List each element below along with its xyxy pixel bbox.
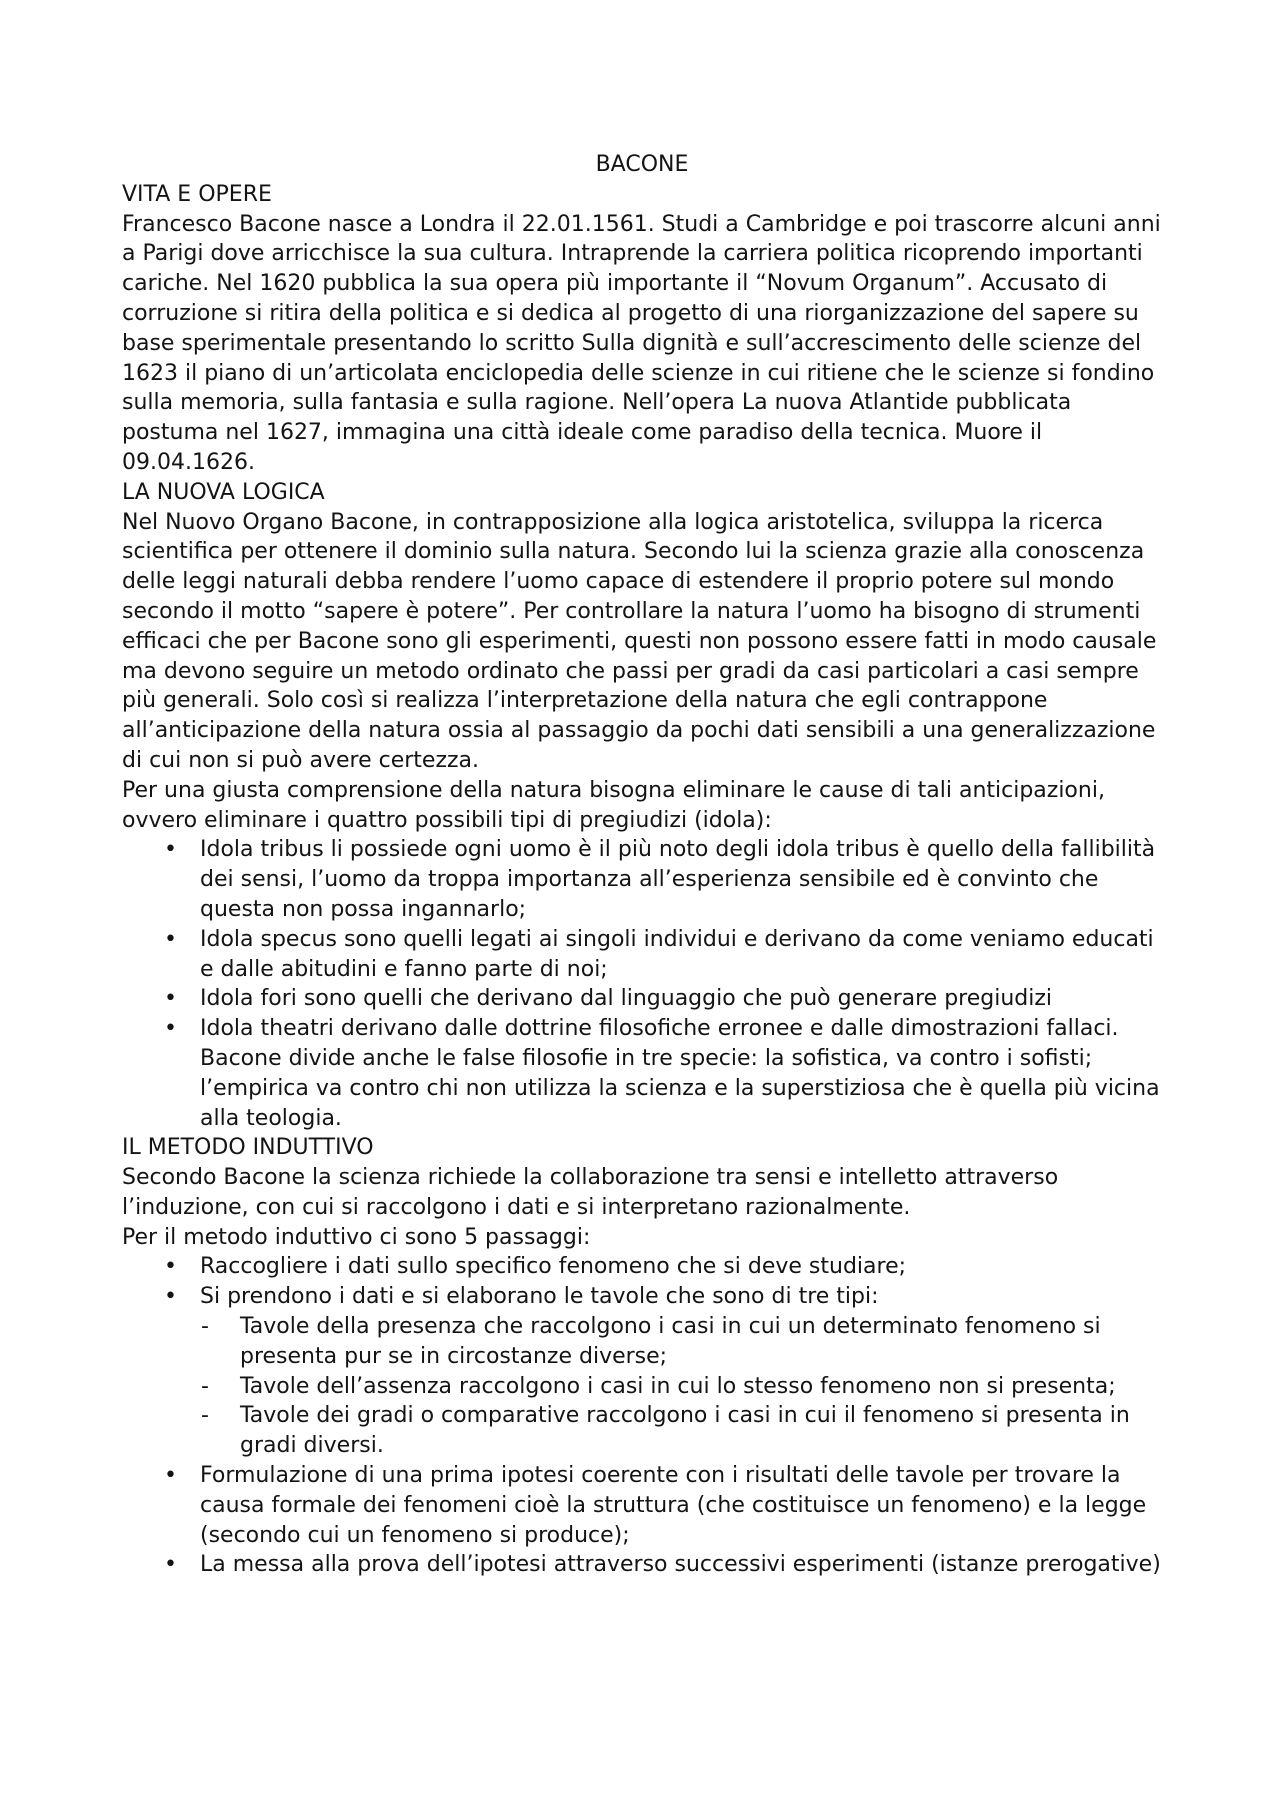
list-item-step-4: • La messa alla prova dell’ipotesi attraverso successivi esperimenti (istanze prerogative) [200, 1550, 1162, 1580]
section-heading-metodo: IL METODO INDUTTIVO [122, 1135, 374, 1161]
paragraph-vita: Francesco Bacone nasce a Londra il 22.01.1561. Studi a Cambridge e poi trascorre alcuni anni a Parigi dove arricchisce la sua cultura. Intraprende la carriera politica ricoprendo importanti cariche. Nel 1620 pubblica la sua opera più importante il “Novum Organum”. Accusato di corruzione si ritira della politica e si dedica al progetto di una riorganizzazione del sapere su base sperimentale presentando lo scritto Sulla dignità e sull’accrescimento delle scienze del 1623 il piano di un’articolata enciclopedia delle scienze in cui ritiene che le scienze si fondino sulla memoria, sulla fantasia e sulla ragione. Nell’opera La nuova Atlantide pubblicata postuma nel 1627, immagina una città ideale come paradiso della tecnica. Muore il 09.04.1626. [122, 211, 1161, 475]
document-title: BACONE [595, 152, 689, 177]
list-item-idola-theatri: • Idola theatri derivano dalle dottrine filosofiche erronee e dalle dimostrazioni fallaci. Bacone divide anche le false filosofie in tre specie: la sofistica, va contro i sofisti; l’empirica va contro chi non utilizza la scienza e la superstiziosa che è quella più vicina alla teologia. [200, 1014, 1162, 1133]
list-item-idola-fori: • Idola fori sono quelli che derivano dal linguaggio che può generare pregiudizi [200, 984, 1162, 1014]
section-heading-vita: VITA E OPERE [122, 181, 272, 207]
section-heading-logica: LA NUOVA LOGICA [122, 479, 325, 505]
paragraph-logica-2: Per una giusta comprensione della natura bisogna eliminare le cause di tali anticipazioni, ovvero eliminare i quattro possibili tipi di pregiudizi (idola): [122, 777, 1105, 833]
list-item-tavola-assenza: - Tavole dell’assenza raccolgono i casi in cui lo stesso fenomeno non si presenta; [240, 1372, 1162, 1402]
paragraph-metodo-1: Secondo Bacone la scienza richiede la collaborazione tra sensi e intelletto attraverso l’induzione, con cui si raccolgono i dati e si interpretano razionalmente. [122, 1165, 1059, 1220]
paragraph-logica-1: Nel Nuovo Organo Bacone, in contrapposizione alla logica aristotelica, sviluppa la ricerca scientifica per ottenere il dominio sulla natura. Secondo lui la scienza grazie alla conoscenza delle leggi naturali debba rendere l’uomo capace di estendere il proprio potere sul mondo secondo il motto “sapere è potere”. Per controllare la natura l’uomo ha bisogno di strumenti efficaci che per Bacone sono gli esperimenti, questi non possono essere fatti in modo causale ma devono seguire un metodo ordinato che passi per gradi da casi particolari a casi sempre più generali. Solo così si realizza l’interpretazione della natura che egli contrappone all’anticipazione della natura ossia al passaggio da pochi dati sensibili a una generalizzazione di cui non si può avere certezza. [122, 509, 1157, 773]
list-item-tavola-gradi: - Tavole dei gradi o comparative raccolgono i casi in cui il fenomeno si presenta in gradi diversi. [240, 1401, 1162, 1461]
idola-list [122, 835, 1162, 1133]
paragraph-metodo-2: Per il metodo induttivo ci sono 5 passaggi: [122, 1224, 591, 1250]
steps-list [122, 1252, 1162, 1580]
list-item-idola-tribus: • Idola tribus li possiede ogni uomo è il più noto degli idola tribus è quello della fallibilità dei sensi, l’uomo da troppa importanza all’esperienza sensibile ed è convinto che questa non possa ingannarlo; [200, 835, 1162, 924]
list-item-step-1: • Raccogliere i dati sullo specifico fenomeno che si deve studiare; [200, 1252, 1162, 1282]
list-item-tavola-presenza: - Tavole della presenza che raccolgono i casi in cui un determinato fenomeno si presenta pur se in circostanze diverse; [240, 1312, 1162, 1372]
document-page [122, 150, 1162, 1580]
tavole-list [200, 1312, 1162, 1461]
step-2-text: Si prendono i dati e si elaborano le tavole che sono di tre tipi: [200, 1284, 879, 1310]
list-item-step-2 [200, 1282, 1162, 1461]
list-item-step-3: • Formulazione di una prima ipotesi coerente con i risultati delle tavole per trovare la causa formale dei fenomeni cioè la struttura (che costituisce un fenomeno) e la legge (secondo cui un fenomeno si produce); [200, 1461, 1162, 1550]
list-item-idola-specus: • Idola specus sono quelli legati ai singoli individui e derivano da come veniamo educati e dalle abitudini e fanno parte di noi; [200, 925, 1162, 985]
